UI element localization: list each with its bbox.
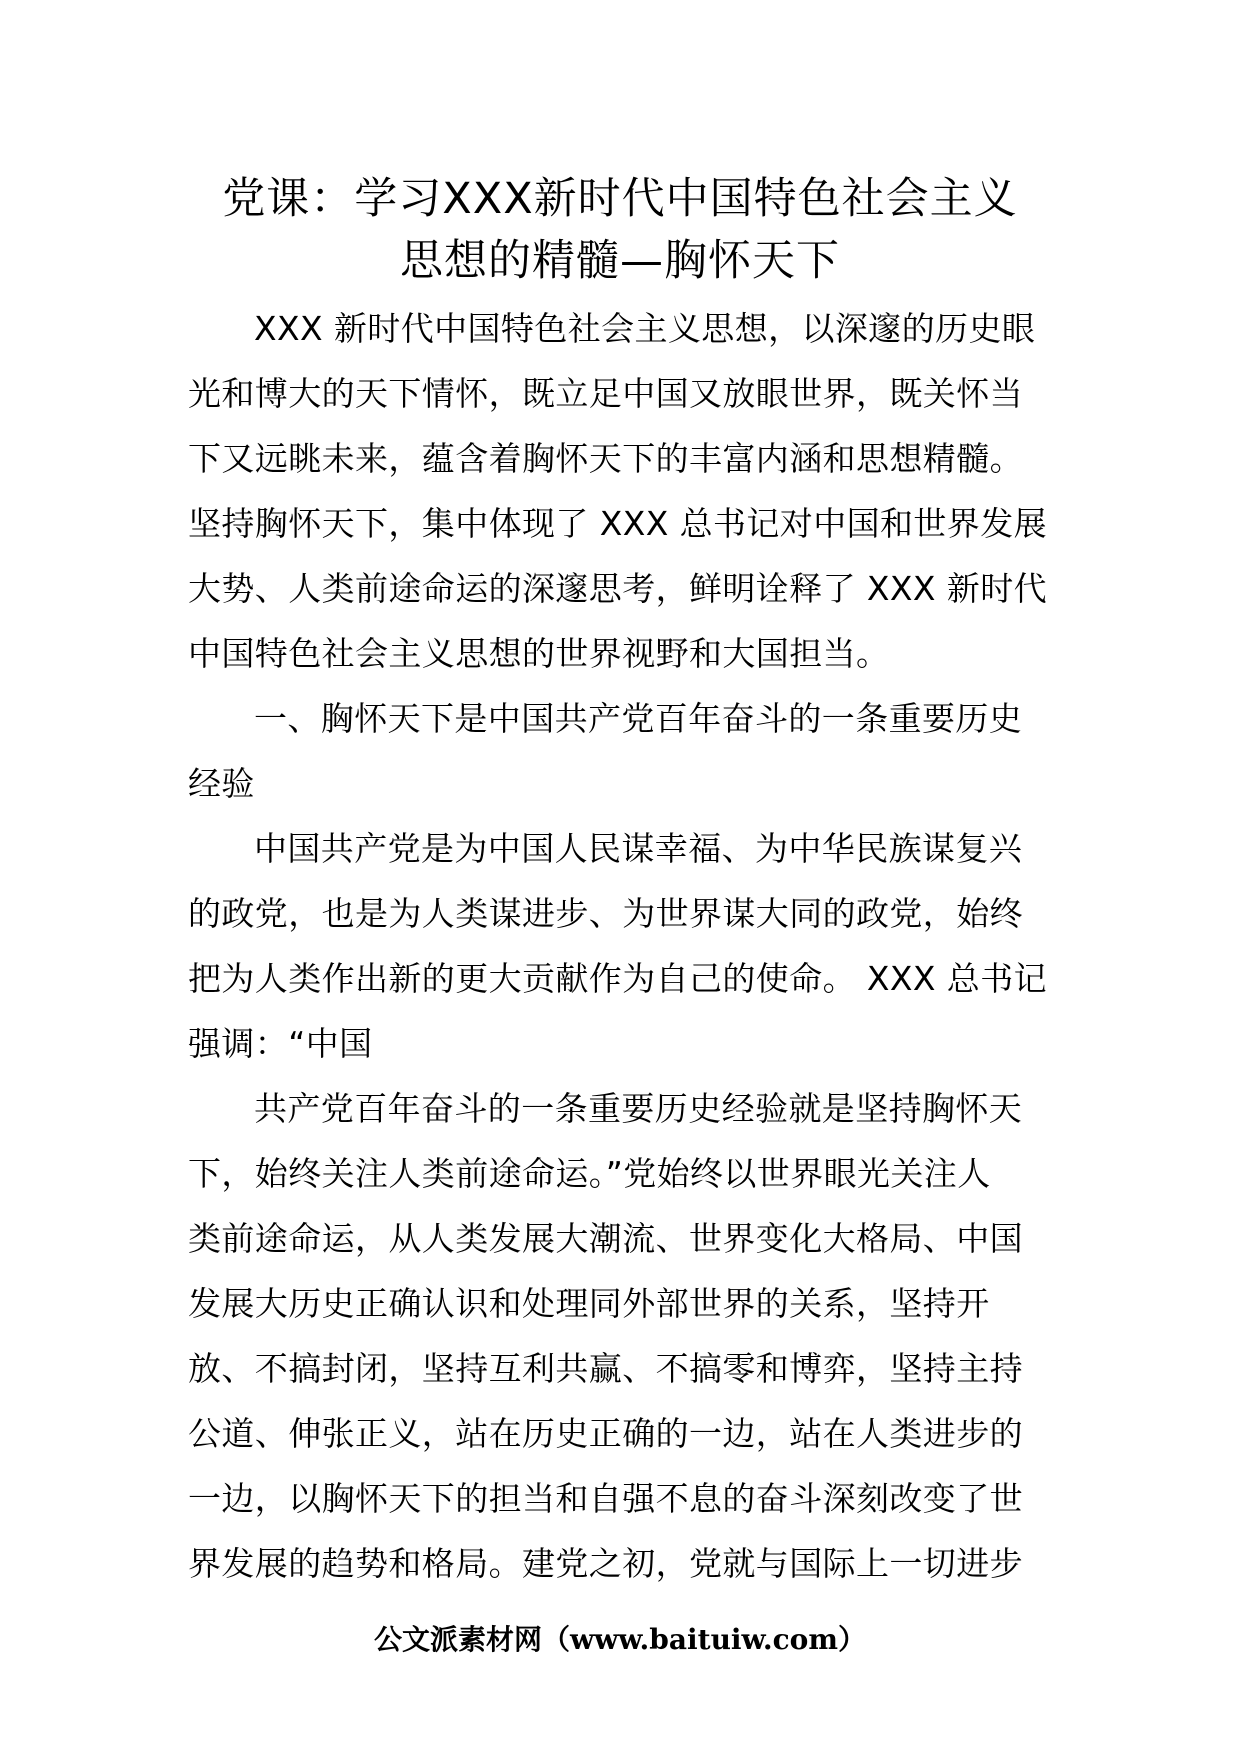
body-line: 共产党百年奋斗的一条重要历史经验就是坚持胸怀天 <box>254 1089 1023 1128</box>
document-title <box>160 168 1080 292</box>
body-line: 强调：“中国 <box>188 1024 373 1063</box>
body-line: 一边，以胸怀天下的担当和自强不息的奋斗深刻改变了世 <box>188 1479 1023 1518</box>
document-body <box>188 296 1058 1596</box>
body-line: 下又远眺未来，蕴含着胸怀天下的丰富内涵和思想精髓。 <box>188 439 1023 478</box>
body-line: 发展大历史正确认识和处理同外部世界的关系，坚持开 <box>188 1284 990 1323</box>
body-line: 把为人类作出新的更大贡献作为自己的使命。 XXX 总书记 <box>188 959 1048 998</box>
body-line: 的政党，也是为人类谋进步、为世界谋大同的政党，始终 <box>188 894 1023 933</box>
body-line: 中国特色社会主义思想的世界视野和大国担当。 <box>188 634 890 673</box>
footer-watermark: 公文派素材网（www.baituiw.com） <box>374 1623 866 1656</box>
body-line: 中国共产党是为中国人民谋幸福、为中华民族谋复兴 <box>254 829 1023 868</box>
title-line-1: 党课：学习XXX新时代中国特色社会主义 <box>222 174 1018 224</box>
body-line: 光和博大的天下情怀，既立足中国又放眼世界，既关怀当 <box>188 374 1023 413</box>
body-line: 公道、伸张正义，站在历史正确的一边，站在人类进步的 <box>188 1414 1023 1453</box>
section-heading-line: 经验 <box>188 764 255 803</box>
body-line: 大势、人类前途命运的深邃思考，鲜明诠释了 XXX 新时代 <box>188 569 1048 608</box>
body-line: 放、不搞封闭，坚持互利共赢、不搞零和博弈，坚持主持 <box>188 1349 1023 1388</box>
body-line: 坚持胸怀天下，集中体现了 XXX 总书记对中国和世界发展 <box>188 504 1048 543</box>
body-line: 类前途命运，从人类发展大潮流、世界变化大格局、中国 <box>188 1219 1023 1258</box>
body-line: XXX 新时代中国特色社会主义思想，以深邃的历史眼 <box>254 309 1036 348</box>
title-line-2: 思想的精髓—胸怀天下 <box>400 236 840 286</box>
body-line: 界发展的趋势和格局。建党之初，党就与国际上一切进步 <box>188 1544 1023 1583</box>
section-heading-line: 一、胸怀天下是中国共产党百年奋斗的一条重要历史 <box>254 699 1023 738</box>
body-line: 下，始终关注人类前途命运。”党始终以世界眼光关注人 <box>188 1154 991 1193</box>
